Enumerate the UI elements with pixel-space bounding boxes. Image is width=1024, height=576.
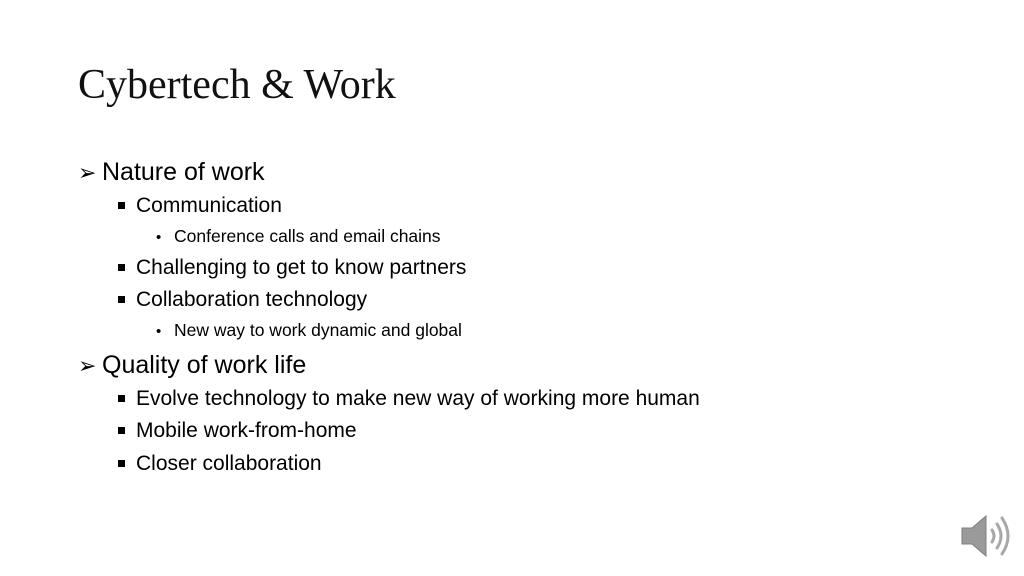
- speaker-icon[interactable]: [958, 508, 1014, 564]
- bullet-text: Collaboration technology: [136, 288, 368, 311]
- bullet-challenging: [118, 252, 958, 285]
- slide-content: [78, 154, 958, 480]
- bullet-text: Challenging to get to know partners: [136, 255, 467, 279]
- bullet-text: Communication: [136, 194, 282, 217]
- square-bullet-icon: [118, 412, 136, 445]
- arrow-bullet-icon: ➢: [78, 352, 97, 378]
- bullet-collaboration-technology: [118, 284, 958, 317]
- bullet-text: New way to work dynamic and global: [174, 319, 462, 340]
- bullet-new-way: [156, 316, 958, 346]
- arrow-bullet-icon: ➢: [78, 160, 97, 185]
- bullet-text: Closer collaboration: [136, 451, 322, 475]
- bullet-text: Conference calls and email chains: [174, 225, 441, 246]
- dot-bullet-icon: •: [156, 322, 162, 340]
- section-heading: Nature of work: [102, 158, 265, 186]
- bullet-evolve-technology: [118, 383, 958, 416]
- section-heading: Quality of work life: [102, 350, 307, 379]
- bullet-communication: [118, 190, 958, 223]
- square-bullet-icon: [118, 445, 136, 478]
- square-bullet-icon: [118, 380, 136, 413]
- bullet-quality-of-work-life: [78, 348, 958, 383]
- dot-bullet-icon: •: [156, 228, 162, 246]
- square-bullet-icon: [118, 187, 136, 220]
- square-bullet-icon: [118, 281, 136, 314]
- bullet-conference-calls: [156, 222, 958, 252]
- square-bullet-icon: [118, 249, 136, 282]
- bullet-text: Mobile work-from-home: [136, 419, 357, 442]
- bullet-mobile-work: [118, 415, 958, 448]
- bullet-text: Evolve technology to make new way of working more human: [136, 386, 700, 410]
- bullet-nature-of-work: [78, 155, 958, 190]
- bullet-closer-collaboration: [118, 448, 958, 481]
- slide-title: Cybertech & Work: [78, 62, 396, 108]
